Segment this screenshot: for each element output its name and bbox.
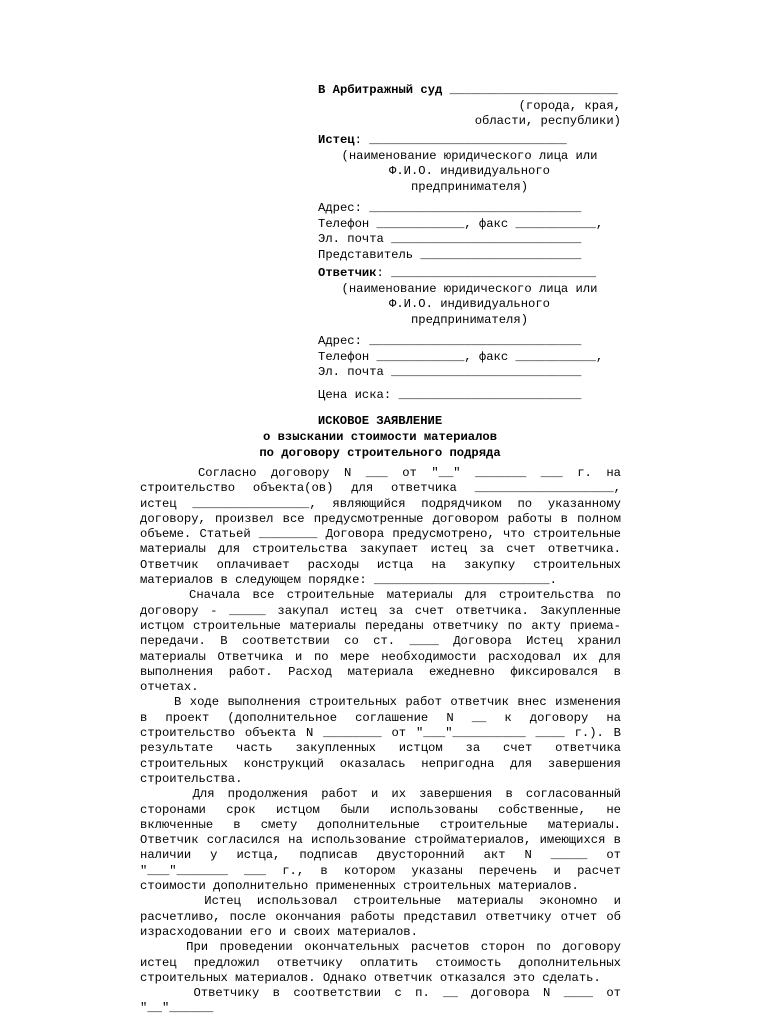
- plaintiff-email: Эл. почта __________________________: [318, 232, 582, 246]
- plaintiff-phone: Телефон ____________, факс ___________,: [318, 216, 604, 231]
- defendant-label: Ответчик: [318, 266, 377, 280]
- paragraph-1: Согласно договору N ___ от "__" _______ ___ г. на строительство объекта(ов) для ответчика ___________________, истец ________________, являющийся подрядчиком по указанному договору, произвел все предусмотренные договором работы в полном объеме. Статьей ________ Договора предусмотрено, что строительные материалы для строительства закупает истец за счет ответчика. Ответчик оплачивает расходы истца на закупку строительных материалов в следующем порядке: ________________________.: [140, 466, 629, 588]
- defendant-phone: Телефон ____________, факс ___________,: [318, 349, 604, 364]
- title-line-1: ИСКОВОЕ ЗАЯВЛЕНИЕ: [317, 414, 443, 428]
- plaintiff-hint-2: Ф.И.О. индивидуального: [389, 164, 550, 178]
- court-blank: _______________________: [442, 83, 618, 97]
- addressee-block: [318, 83, 621, 130]
- defendant-email: Эл. почта __________________________: [318, 365, 582, 379]
- court-hint-2: области, республики): [474, 114, 621, 128]
- plaintiff-address: Адрес: _____________________________: [318, 201, 582, 215]
- paragraph-5: Истец использовал строительные материалы экономно и расчетливо, после окончания работы представил ответчику отчет об израсходовании его и своих материалов.: [140, 894, 629, 939]
- claim-price: Цена иска: _________________________: [318, 388, 582, 402]
- claim-price-block: [318, 388, 621, 404]
- defendant-line: [318, 266, 621, 282]
- court-hint-1: (города, края,: [518, 98, 621, 113]
- plaintiff-block: [318, 133, 621, 195]
- plaintiff-representative: Представитель ______________________: [318, 247, 582, 262]
- paragraph-2: Сначала все строительные материалы для строительства по договору - _____ закупал истец за счет ответчика. Закупленные истцом строительные материалы переданы ответчику по акту приема-передачи. В соответствии со ст. ____ Договора Истец хранил материалы Ответчика и по мере необходимости расходовал их для выполнения работ. Расход материала ежедневно фиксировался в отчетах.: [140, 588, 629, 695]
- plaintiff-blank: : ___________________________: [354, 133, 567, 147]
- defendant-hint-2: Ф.И.О. индивидуального: [389, 297, 550, 311]
- paragraph-7: Ответчику в соответствии с п. __ договора N ____ от "__"______: [140, 986, 629, 1016]
- document-body: [140, 466, 629, 1017]
- court-line: [318, 83, 621, 99]
- title-line-3: по договору строительного подряда: [259, 446, 501, 460]
- title-line-2: о взыскании стоимости материалов: [262, 430, 498, 444]
- document-title: [140, 413, 620, 461]
- plaintiff-line: [318, 133, 621, 149]
- defendant-block: [318, 266, 621, 328]
- plaintiff-contacts: [318, 201, 621, 263]
- defendant-contacts: [318, 334, 621, 381]
- defendant-address: Адрес: _____________________________: [318, 334, 582, 348]
- plaintiff-hint-3: предпринимателя): [410, 179, 529, 194]
- paragraph-4: Для продолжения работ и их завершения в согласованный сторонами срок истцом были использованы собственные, не включенные в смету дополнительные строительные материалы. Ответчик согласился на использование стройматериалов, имеющихся в наличии у истца, подписав двусторонний акт N _____ от "___"_______ ___ г., в котором указаны перечень и расчет стоимости дополнительно примененных строительных материалов.: [140, 787, 629, 894]
- paragraph-6: При проведении окончательных расчетов сторон по договору истец предложил ответчику оплатить стоимость дополнительных строительных материалов. Однако ответчик отказался это сделать.: [140, 940, 629, 985]
- defendant-hint-1: (наименование юридического лица или: [341, 281, 598, 296]
- defendant-hint-3: предпринимателя): [410, 312, 529, 327]
- plaintiff-hint-1: (наименование юридического лица или: [341, 148, 598, 163]
- paragraph-3: В ходе выполнения строительных работ ответчик внес изменения в проект (дополнительное соглашение N __ к договору на строительство объекта N ________ от "___"__________ ____ г.). В результате часть закупленных истцом за счет ответчика строительных конструкций оказалась непригодна для завершения строительства.: [140, 695, 629, 786]
- plaintiff-label: Истец: [318, 133, 355, 147]
- defendant-blank: : ____________________________: [376, 266, 596, 280]
- court-label: В Арбитражный суд: [318, 83, 443, 97]
